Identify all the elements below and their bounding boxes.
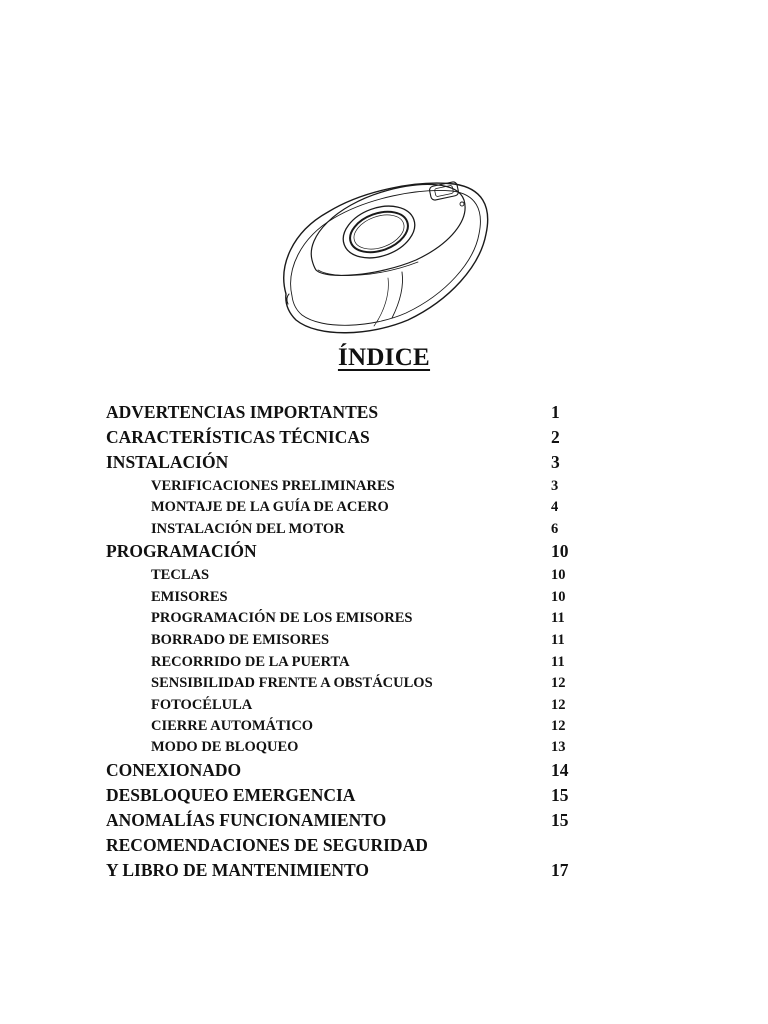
toc-entry-label: INSTALACIÓN DEL MOTOR [151,521,345,537]
toc-entry-label: PROGRAMACIÓN [106,541,257,561]
toc-entry-page-number: 11 [551,610,565,626]
toc-entry [0,810,768,834]
toc-entry [0,760,768,784]
toc-entry-page-number: 6 [551,521,559,537]
toc-entry-page-number: 4 [551,499,559,515]
toc-entry [0,519,768,543]
page-title: ÍNDICE [337,344,431,371]
toc-entry-label: EMISORES [151,589,228,605]
toc-entry-page-number: 13 [551,739,566,755]
toc-entry [0,835,768,859]
toc-entry-label: RECOMENDACIONES DE SEGURIDAD [106,835,428,855]
toc-entry [0,452,768,476]
toc-entry [0,565,768,589]
toc-entry-page-number: 11 [551,654,565,670]
toc-entry-label: MODO DE BLOQUEO [151,739,299,755]
toc-entry-page-number: 11 [551,632,565,648]
toc-entry [0,402,768,426]
toc-entry-label: RECORRIDO DE LA PUERTA [151,654,350,670]
toc-entry [0,630,768,654]
toc-entry-page-number: 10 [551,589,566,605]
toc-entry [0,860,768,884]
toc-entry-page-number: 14 [551,760,569,780]
toc-entry-page-number: 10 [551,567,566,583]
toc-entry [0,737,768,761]
toc-entry [0,541,768,565]
toc-entry [0,785,768,809]
toc-entry-page-number: 10 [551,541,569,561]
toc-entry-page-number: 3 [551,478,559,494]
toc-entry-label: INSTALACIÓN [106,452,229,472]
toc-entry-page-number: 17 [551,860,569,880]
toc-entry [0,608,768,632]
toc-entry-page-number: 15 [551,810,569,830]
toc-entry-label: FOTOCÉLULA [151,697,253,713]
toc-entry-page-number: 15 [551,785,569,805]
toc-entry [0,497,768,521]
motor-unit-illustration [278,176,494,340]
toc-entry-label: MONTAJE DE LA GUÍA DE ACERO [151,499,389,515]
toc-entry-page-number: 12 [551,675,566,691]
toc-entry-label: TECLAS [151,567,210,583]
toc-entry-label: CARACTERÍSTICAS TÉCNICAS [106,427,370,447]
toc-entry-label: CIERRE AUTOMÁTICO [151,718,314,734]
toc-entry-page-number: 12 [551,697,566,713]
toc-entry-label: Y LIBRO DE MANTENIMIENTO [106,860,370,880]
toc-entry-label: CONEXIONADO [106,760,242,780]
toc-entry-label: VERIFICACIONES PRELIMINARES [151,478,395,494]
toc-entry [0,673,768,697]
toc-entry-page-number: 2 [551,427,560,447]
toc-entry-label: DESBLOQUEO EMERGENCIA [106,785,356,805]
toc-entry-label: PROGRAMACIÓN DE LOS EMISORES [151,610,413,626]
toc-entry-page-number: 3 [551,452,560,472]
toc-entry-label: SENSIBILIDAD FRENTE A OBSTÁCULOS [151,675,433,691]
toc-entry-page-number: 1 [551,402,560,422]
toc-entry-label: BORRADO DE EMISORES [151,632,330,648]
toc-entry-label: ADVERTENCIAS IMPORTANTES [106,402,379,422]
toc-entry [0,427,768,451]
toc-entry-page-number: 12 [551,718,566,734]
toc-entry-label: ANOMALÍAS FUNCIONAMIENTO [106,810,387,830]
